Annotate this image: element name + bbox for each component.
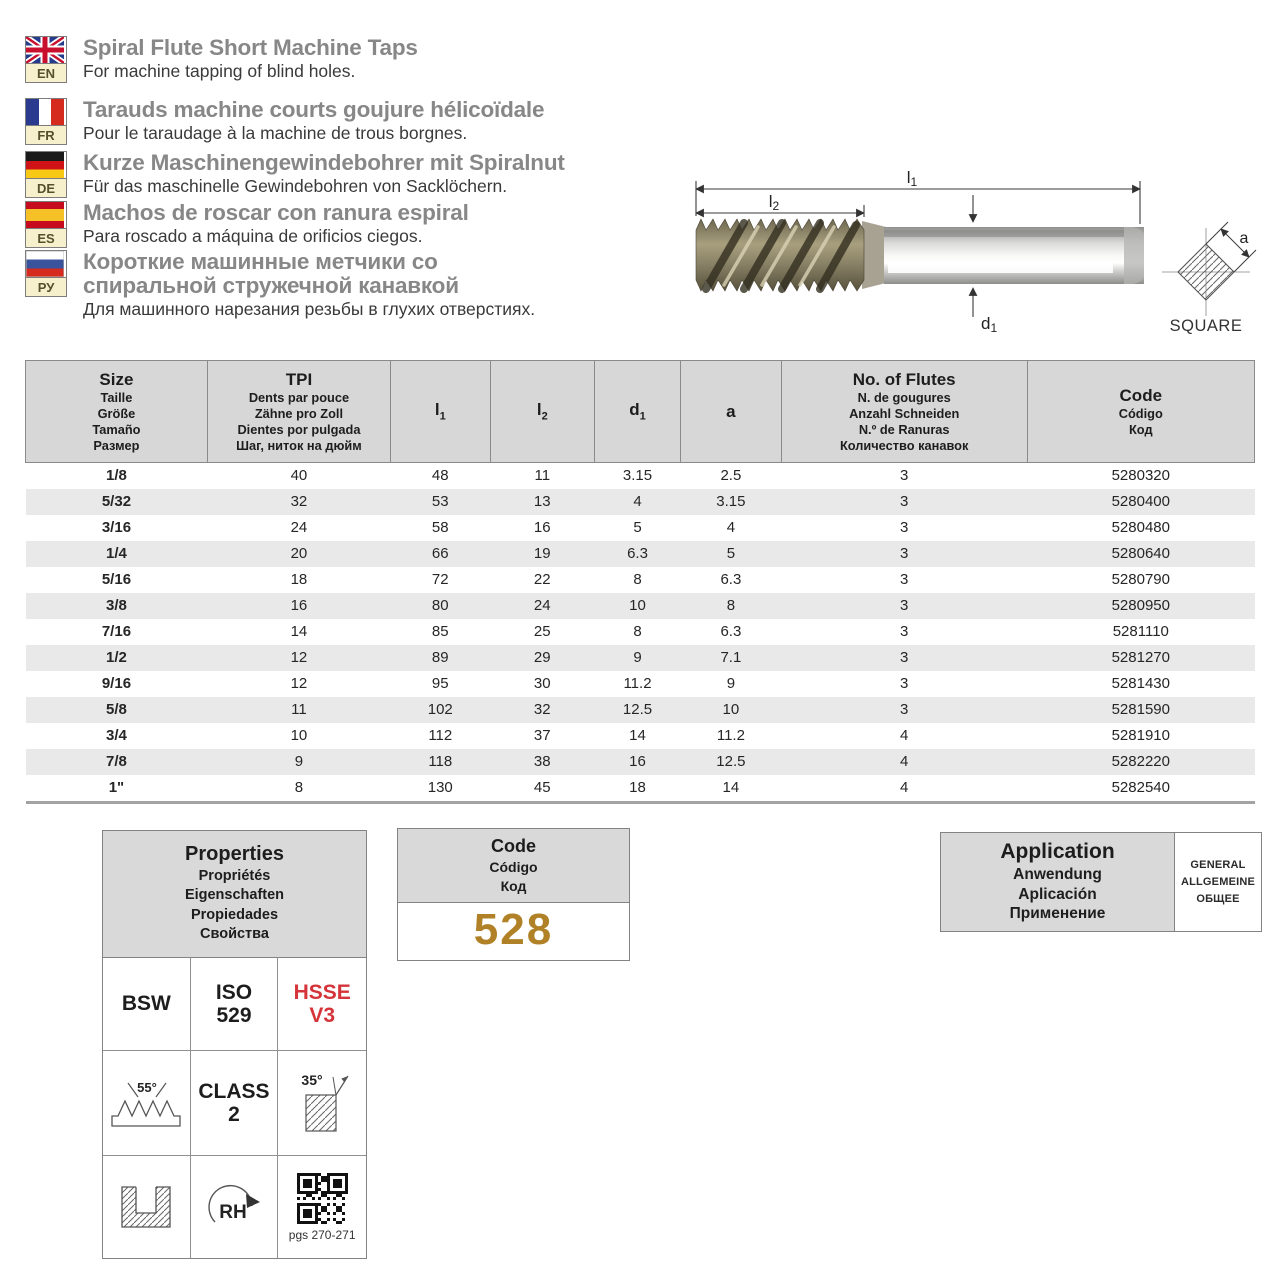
table-cell: 3 xyxy=(900,675,909,693)
table-cell: 7.1 xyxy=(720,649,742,667)
table-cell: 4 xyxy=(633,493,642,511)
dimension-l1 xyxy=(696,181,1140,224)
properties-header xyxy=(103,831,366,958)
table-row xyxy=(26,697,1255,723)
product-title-fr: Tarauds machine courts goujure hélicoïdale xyxy=(83,97,545,122)
language-block-en xyxy=(25,36,675,83)
table-row xyxy=(26,567,1255,593)
table-cell: 8 xyxy=(726,597,736,615)
table-cell: 112 xyxy=(428,727,453,745)
helix-angle-icon xyxy=(290,1069,354,1137)
product-title-ru: Короткие машинные метчики со спиральной стружечной канавкой xyxy=(83,249,459,299)
table-cell: 1/4 xyxy=(106,545,127,563)
table-cell: 130 xyxy=(427,779,453,797)
table-cell: 14 xyxy=(629,727,646,745)
table-cell: 18 xyxy=(290,571,308,589)
table-cell: 20 xyxy=(290,545,308,563)
table-row xyxy=(26,775,1255,803)
table-cell: 10 xyxy=(629,597,646,615)
table-cell: 40 xyxy=(290,467,308,485)
tap-dimension-diagram xyxy=(688,150,1272,348)
text-line: Propriétés xyxy=(198,868,271,884)
language-block-de xyxy=(25,151,675,198)
table-cell: 4 xyxy=(900,753,909,771)
table-cell: 11.2 xyxy=(623,675,652,693)
table-cell: 4 xyxy=(900,727,909,745)
application-header xyxy=(941,833,1175,931)
class-number: 2 xyxy=(228,1103,240,1127)
column-header: Size Taille Größe Tamaño Размер xyxy=(26,361,208,463)
text-line: Código xyxy=(489,859,538,876)
table-cell: 5281270 xyxy=(1111,649,1170,667)
text-line: ОБЩЕЕ xyxy=(1196,892,1240,905)
bsw-label: BSW xyxy=(121,992,171,1016)
rh-label: RH xyxy=(219,1202,247,1224)
table-cell: 7/16 xyxy=(101,623,132,641)
table-cell: 102 xyxy=(427,701,453,719)
text-line: Свойства xyxy=(200,925,269,942)
text-line: Application xyxy=(1000,840,1115,863)
application-value xyxy=(1175,833,1261,931)
table-cell: 4 xyxy=(726,519,736,537)
table-row xyxy=(26,723,1255,749)
hsse-label: HSSE xyxy=(293,980,351,1004)
table-cell: 5280790 xyxy=(1111,571,1170,589)
table-cell: 89 xyxy=(431,649,449,667)
table-cell: 10 xyxy=(722,701,740,719)
table-cell: 13 xyxy=(533,493,551,511)
table-cell: 11 xyxy=(291,701,307,719)
product-subtitle-de: Für das maschinelle Gewindebohren von Sacklöchern. xyxy=(83,176,508,197)
property-thread-standard xyxy=(103,958,191,1051)
table-cell: 6.3 xyxy=(627,545,648,563)
table-cell: 5281430 xyxy=(1111,675,1170,693)
qr-caption: pgs 270-271 xyxy=(288,1228,356,1243)
text-line: ALLGEMEINE xyxy=(1180,875,1256,888)
table-cell: 3.15 xyxy=(622,467,653,485)
table-cell: 24 xyxy=(533,597,551,615)
table-cell: 5280640 xyxy=(1111,545,1170,563)
table-cell: 5280400 xyxy=(1111,493,1170,511)
table-cell: 12 xyxy=(290,649,308,667)
flag-box-ru xyxy=(25,250,67,297)
column-header: No. of Flutes N. de gougures Anzahl Schneiden N.º de Ranuras Количество канавок xyxy=(781,361,1027,463)
table-cell: 48 xyxy=(431,467,449,485)
table-cell: 5 xyxy=(726,545,736,563)
application-box xyxy=(940,832,1262,932)
table-cell: 5/32 xyxy=(101,493,132,511)
product-title-de: Kurze Maschinengewindebohrer mit Spiralnut xyxy=(83,150,565,175)
series-code-value: 528 xyxy=(473,904,554,954)
table-row xyxy=(26,645,1255,671)
text-line: Propiedades xyxy=(190,906,279,923)
language-code-label: EN xyxy=(26,63,66,82)
language-code-label: DE xyxy=(26,178,66,197)
table-cell: 4 xyxy=(900,779,909,797)
table-cell: 3 xyxy=(900,701,909,719)
dim-label-l1: l1 xyxy=(906,168,918,189)
table-cell: 29 xyxy=(533,649,551,667)
properties-box xyxy=(102,830,367,1259)
table-cell: 5281110 xyxy=(1112,623,1169,641)
column-header: Code Código Код xyxy=(1027,361,1254,463)
table-cell: 5282540 xyxy=(1111,779,1170,797)
spec-table xyxy=(25,360,1255,804)
product-title-en: Spiral Flute Short Machine Taps xyxy=(83,35,418,60)
table-cell: 16 xyxy=(629,753,646,771)
language-block-fr xyxy=(25,98,675,145)
square-detail-label: SQUARE xyxy=(1169,317,1243,335)
table-cell: 11.2 xyxy=(716,727,745,745)
column-header: $l_1$ xyxy=(391,361,491,463)
column-header: TPI Dents par pouce Zähne pro Zoll Dientes por pulgada Шаг, ниток на дюйм xyxy=(207,361,390,463)
table-row xyxy=(26,462,1255,489)
table-cell: 3 xyxy=(900,649,909,667)
table-cell: 9 xyxy=(726,675,736,693)
flag-box-es xyxy=(25,201,67,248)
table-cell: 8 xyxy=(633,571,642,589)
thread-angle-label: 55° xyxy=(137,1080,158,1096)
text-line: Применение xyxy=(1009,905,1106,922)
flag-box-de xyxy=(25,151,67,198)
table-row xyxy=(26,671,1255,697)
property-iso-standard xyxy=(191,958,279,1051)
table-cell: 45 xyxy=(533,779,551,797)
helix-angle-label: 35° xyxy=(301,1072,323,1089)
table-cell: 16 xyxy=(290,597,308,615)
table-cell: 5282220 xyxy=(1111,753,1170,771)
russia-flag-icon xyxy=(26,251,64,277)
right-hand-rotation-icon xyxy=(202,1176,266,1238)
table-row xyxy=(26,515,1255,541)
table-cell: 12.5 xyxy=(716,753,746,771)
text-line: Code xyxy=(491,836,536,856)
class-label: CLASS xyxy=(198,1079,270,1103)
property-helix-angle xyxy=(278,1051,366,1156)
table-cell: 3 xyxy=(900,467,909,485)
text-line: Код xyxy=(500,877,527,894)
table-cell: 5/16 xyxy=(101,571,132,589)
code-box-header xyxy=(398,829,629,903)
table-cell: 9/16 xyxy=(101,675,132,693)
table-cell: 7/8 xyxy=(106,753,127,771)
table-cell: 58 xyxy=(431,519,449,537)
product-title-es: Machos de roscar con ranura espiral xyxy=(83,200,469,225)
property-material xyxy=(278,958,366,1051)
germany-flag-icon xyxy=(26,152,64,178)
table-cell: 11 xyxy=(534,467,551,485)
property-class xyxy=(191,1051,279,1156)
table-row xyxy=(26,619,1255,645)
table-cell: 30 xyxy=(533,675,551,693)
table-cell: 37 xyxy=(533,727,551,745)
table-cell: 38 xyxy=(533,753,551,771)
dim-label-a: a xyxy=(1239,230,1249,247)
table-cell: 32 xyxy=(290,493,308,511)
language-code-label: РУ xyxy=(26,277,66,296)
qr-code xyxy=(297,1173,348,1224)
table-cell: 1/2 xyxy=(106,649,127,667)
table-cell: 9 xyxy=(633,649,642,667)
property-rotation xyxy=(191,1156,279,1258)
table-cell: 18 xyxy=(629,779,646,797)
uk-flag-icon xyxy=(26,37,64,63)
table-cell: 3/16 xyxy=(101,519,132,537)
flag-box-en xyxy=(25,36,67,83)
property-thread-angle xyxy=(103,1051,191,1156)
table-row xyxy=(26,541,1255,567)
iso-label: ISO xyxy=(215,980,253,1004)
blind-hole-icon xyxy=(116,1181,176,1233)
column-header: $d_1$ xyxy=(595,361,681,463)
spain-flag-icon xyxy=(26,202,64,228)
table-cell: 5280320 xyxy=(1111,467,1170,485)
text-line: Properties xyxy=(185,843,284,865)
table-cell: 8 xyxy=(633,623,642,641)
text-line: GENERAL xyxy=(1190,858,1246,871)
table-cell: 3 xyxy=(900,493,909,511)
table-cell: 24 xyxy=(290,519,308,537)
table-cell: 72 xyxy=(431,571,449,589)
product-subtitle-ru: Для машинного нарезания резьбы в глухих отверстиях. xyxy=(83,299,536,320)
table-row xyxy=(26,749,1255,775)
table-cell: 5 xyxy=(633,519,642,537)
property-qr xyxy=(278,1156,366,1258)
product-subtitle-es: Para roscado a máquina de orificios ciegos. xyxy=(83,226,423,247)
table-cell: 2.5 xyxy=(720,467,742,485)
table-cell: 3 xyxy=(900,519,909,537)
dimension-l2 xyxy=(696,205,864,217)
code-box xyxy=(397,828,630,961)
tap-photo xyxy=(696,219,1144,291)
table-cell: 3/8 xyxy=(106,597,127,615)
table-cell: 6.3 xyxy=(720,623,742,641)
table-cell: 3.15 xyxy=(716,493,746,511)
spec-table-body xyxy=(26,462,1255,802)
thread-profile-icon xyxy=(105,1074,187,1132)
table-cell: 8 xyxy=(294,779,304,797)
dim-label-l2: l2 xyxy=(768,192,780,213)
product-subtitle-fr: Pour le taraudage à la machine de trous borgnes. xyxy=(83,123,468,144)
column-header: $l_2$ xyxy=(490,361,594,463)
table-cell: 95 xyxy=(431,675,449,693)
flag-box-fr xyxy=(25,98,67,145)
table-cell: 1/8 xyxy=(106,467,127,485)
language-code-label: FR xyxy=(26,125,66,144)
spec-table-header-row xyxy=(26,361,1255,463)
table-cell: 32 xyxy=(533,701,551,719)
table-cell: 16 xyxy=(533,519,551,537)
iso-number: 529 xyxy=(216,1004,252,1028)
france-flag-icon xyxy=(26,99,64,125)
table-cell: 9 xyxy=(294,753,304,771)
table-cell: 3/4 xyxy=(106,727,127,745)
table-cell: 1" xyxy=(108,779,125,797)
text-line: Eigenschaften xyxy=(184,887,285,904)
table-cell: 22 xyxy=(533,571,551,589)
hsse-grade: V3 xyxy=(309,1004,335,1028)
table-cell: 3 xyxy=(900,597,909,615)
language-block-ru xyxy=(25,250,675,319)
table-cell: 10 xyxy=(290,727,308,745)
table-cell: 14 xyxy=(722,779,740,797)
table-cell: 5281910 xyxy=(1111,727,1170,745)
table-cell: 53 xyxy=(431,493,449,511)
product-subtitle-en: For machine tapping of blind holes. xyxy=(83,61,356,82)
table-cell: 66 xyxy=(431,545,449,563)
column-header: a xyxy=(681,361,782,463)
table-cell: 25 xyxy=(533,623,551,641)
language-code-label: ES xyxy=(26,228,66,247)
text-line: Anwendung xyxy=(1013,866,1102,884)
table-cell: 5/8 xyxy=(106,701,127,719)
table-cell: 14 xyxy=(290,623,308,641)
table-row xyxy=(26,593,1255,619)
language-block-es xyxy=(25,201,675,248)
text-line: Aplicación xyxy=(1018,885,1097,903)
properties-grid xyxy=(103,958,366,1258)
table-cell: 6.3 xyxy=(720,571,742,589)
table-cell: 3 xyxy=(900,623,909,641)
table-cell: 3 xyxy=(900,571,909,589)
table-cell: 12 xyxy=(290,675,308,693)
property-blind-hole xyxy=(103,1156,191,1258)
table-cell: 12.5 xyxy=(622,701,653,719)
table-cell: 3 xyxy=(900,545,909,563)
dim-label-d1: d1 xyxy=(981,314,998,335)
table-row xyxy=(26,489,1255,515)
table-cell: 19 xyxy=(533,545,551,563)
table-cell: 5280950 xyxy=(1111,597,1170,615)
table-cell: 118 xyxy=(428,753,453,771)
table-cell: 80 xyxy=(431,597,449,615)
table-cell: 85 xyxy=(431,623,449,641)
table-cell: 5280480 xyxy=(1111,519,1170,537)
table-cell: 5281590 xyxy=(1111,701,1170,719)
